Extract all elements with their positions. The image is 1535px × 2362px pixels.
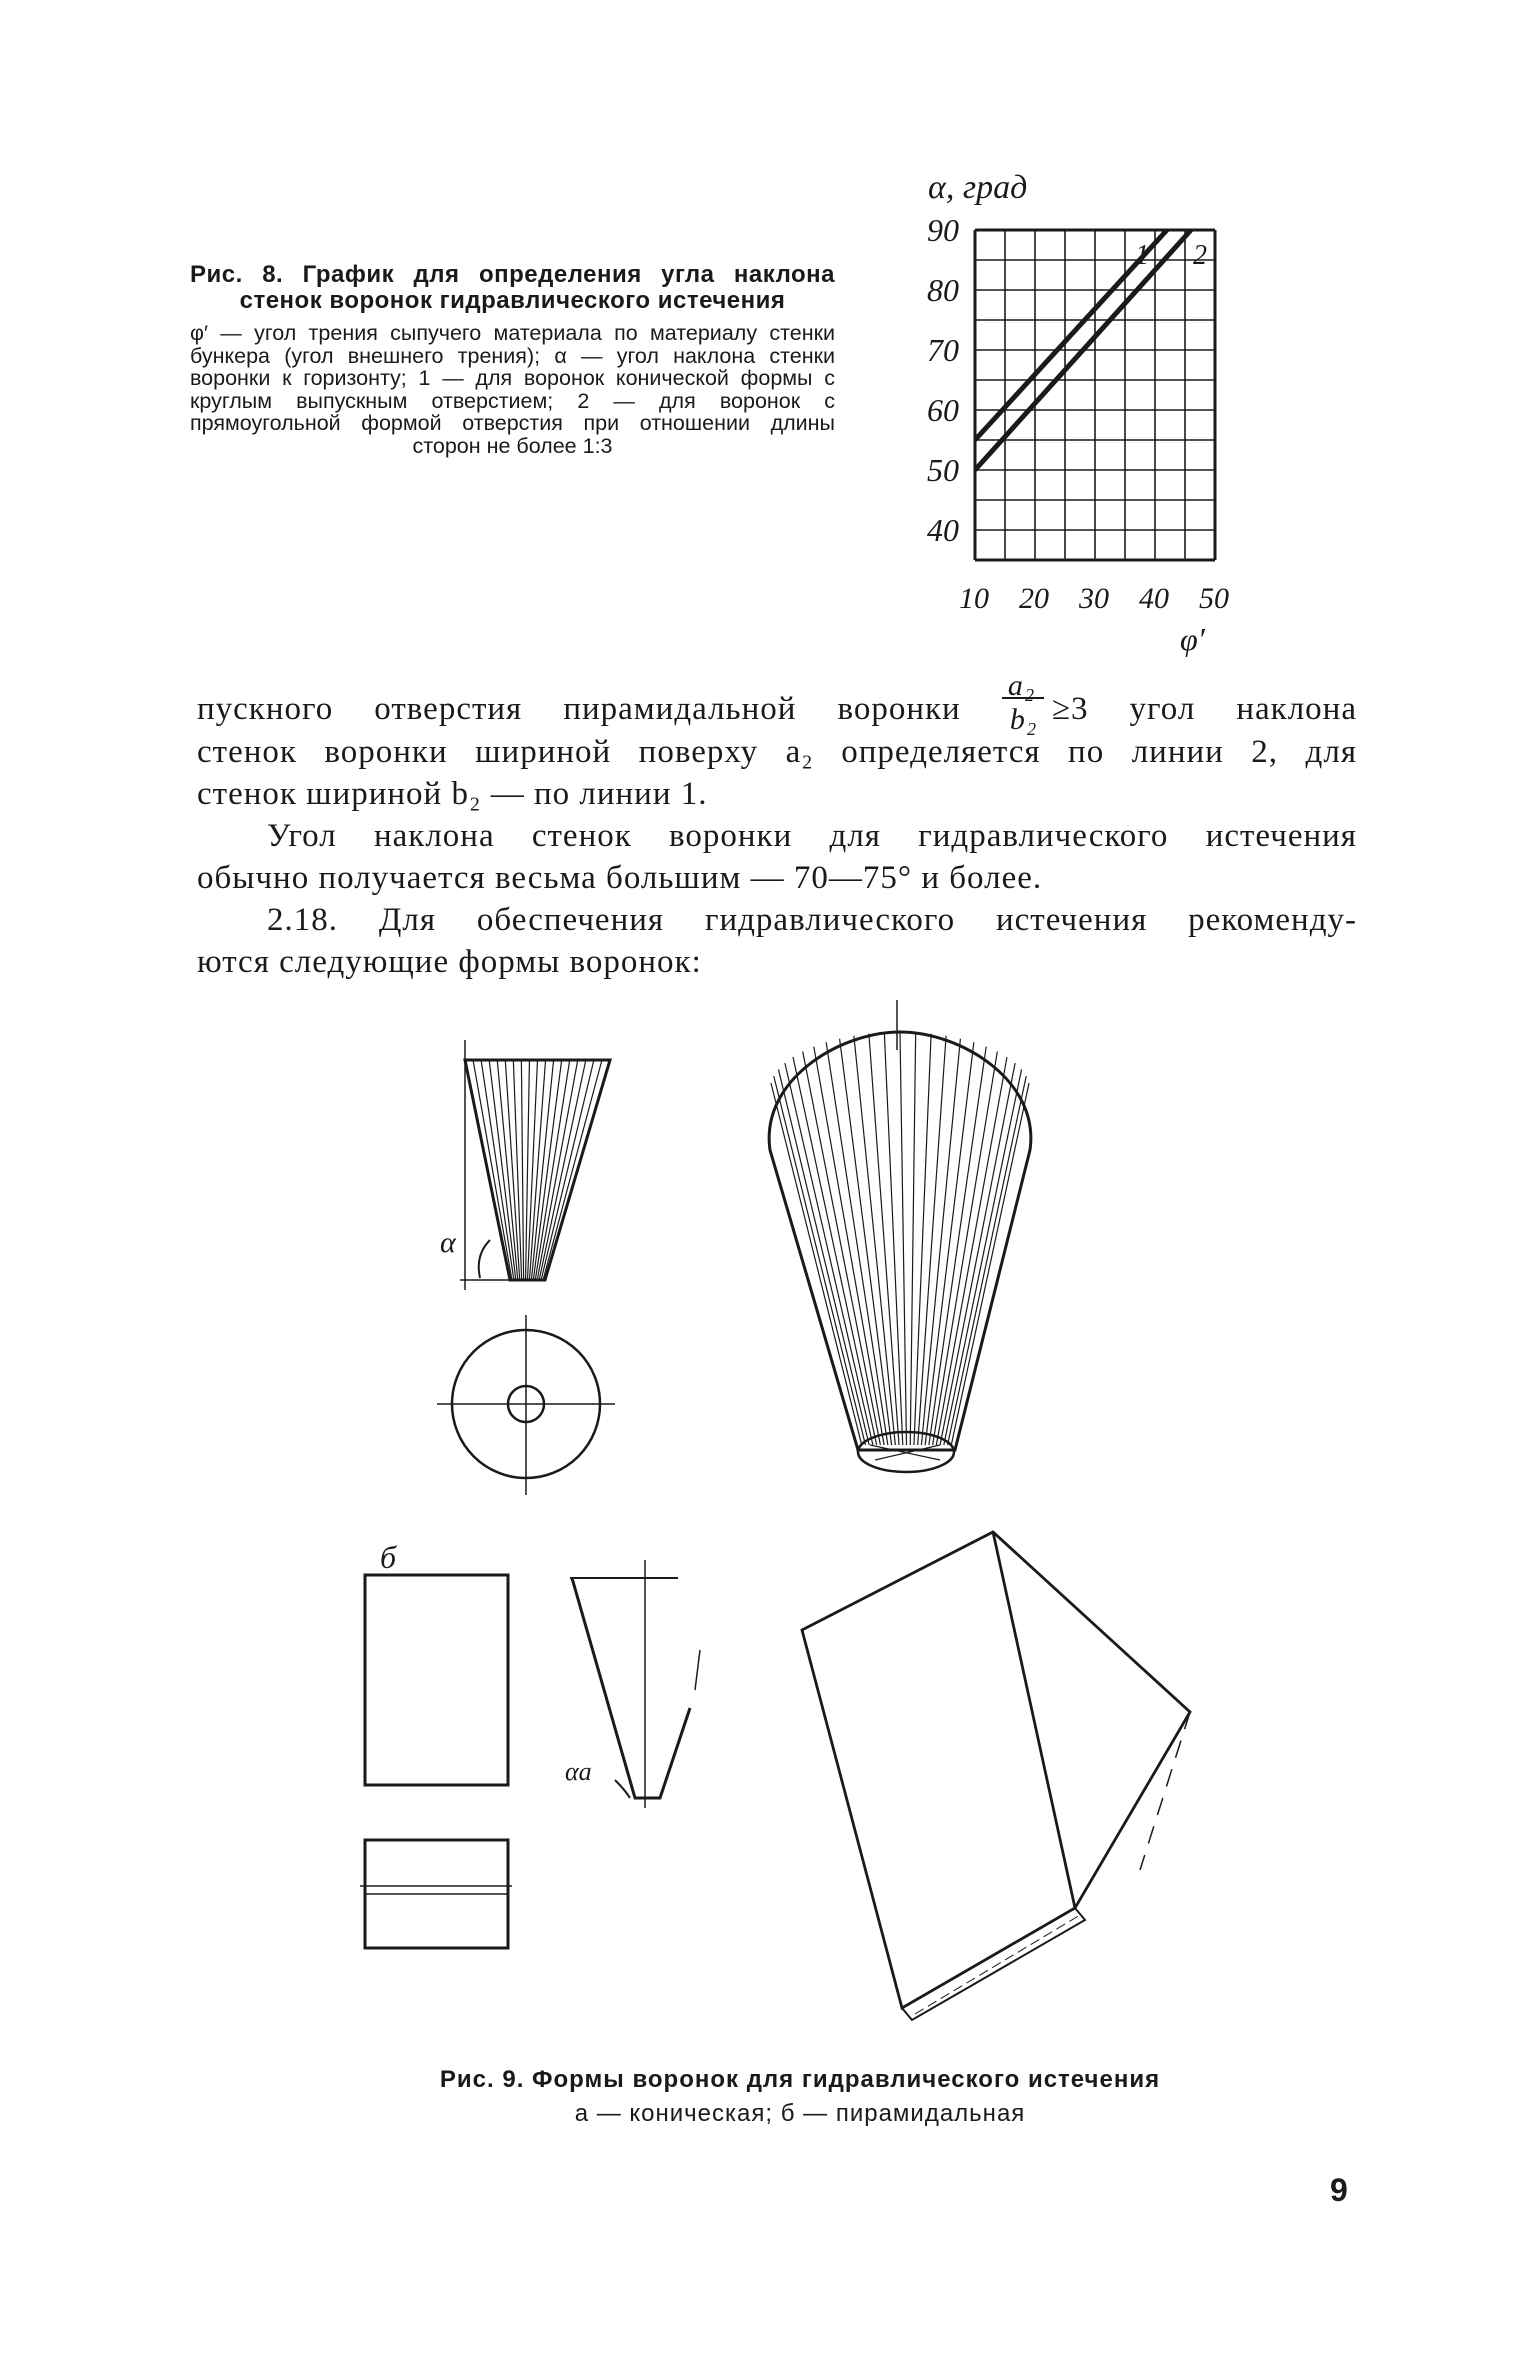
fraction-numerator: a₂ [1007, 669, 1036, 703]
y-tick-label: 90 [927, 212, 959, 248]
body-line-4: Угол наклона стенок воронки для гидравлического истечения [267, 818, 1357, 855]
hatch-line [933, 1052, 998, 1445]
fig8-chart [880, 160, 1240, 660]
hatch-line [900, 1032, 907, 1445]
hatch-line [465, 1060, 510, 1280]
conical-funnel-plan-view [437, 1315, 615, 1495]
hatch-line [531, 1060, 553, 1280]
chart-grid [975, 230, 1215, 560]
x-tick-label: 30 [1079, 582, 1109, 615]
chart-x-axis-label: φ′ [1180, 621, 1205, 657]
hatch-line [793, 1057, 877, 1445]
fraction-denominator: b₂ [1009, 703, 1038, 737]
fig9-svg [340, 990, 1340, 2040]
x-tick-label: 50 [1199, 582, 1229, 615]
hatch-line [521, 1060, 523, 1280]
pyramidal-funnel-3d-view [802, 1532, 1190, 2020]
y-tick-label: 70 [927, 332, 959, 368]
ratio-fraction [1002, 669, 1052, 737]
series-label-1: 1 [1135, 240, 1149, 271]
body-line-7: ются следующие формы воронок: [197, 944, 702, 981]
series-label-2: 2 [1193, 240, 1207, 271]
pyramidal-funnel-plan-view [360, 1840, 512, 1948]
hatch-line [803, 1052, 881, 1445]
hatch-line [929, 1047, 986, 1445]
fig8-caption [190, 262, 835, 457]
chart-ticks [927, 212, 1229, 615]
fig8-caption-text: φ′ — угол трения сыпучего материала по материалу стенки бункера (угол внешнего трения); α — угол наклона стенки воронки к горизонту; 1 — для воронок конической формы с круглым выпускным отверстием; 2 — для воронок с прямоугольной формой отверстия при отношении длины сторон не более 1:3 [190, 321, 835, 458]
fig9-caption-sub: а — коническая; б — пирамидальная [574, 2100, 1026, 2127]
body-text [197, 669, 1357, 983]
body-line-1b: ≥3 угол наклона [1051, 691, 1357, 727]
hatch-line [785, 1063, 873, 1445]
fig9-caption-title: Рис. 9. Формы воронок для гидравлического истечения [439, 2066, 1161, 2093]
hatch-line [545, 1060, 610, 1280]
x-tick-label: 20 [1019, 582, 1049, 615]
hatch-line [541, 1060, 594, 1280]
hatch-line [826, 1042, 888, 1445]
x-tick-label: 10 [959, 582, 989, 615]
hatch-line [814, 1047, 884, 1445]
body-line-1a: пускного отверстия пирамидальной воронки [197, 691, 961, 727]
y-tick-label: 40 [927, 512, 959, 548]
conical-funnel-front-view [460, 1040, 610, 1290]
chart-y-axis-label: α, град [928, 169, 1028, 206]
y-tick-label: 50 [927, 452, 959, 488]
alpha-a-label: αa [565, 1757, 592, 1786]
body-line-6: 2.18. Для обеспечения гидравлического истечения рекоменду- [267, 902, 1357, 939]
conical-funnel-3d-view [769, 1000, 1031, 1472]
fig8-caption-title: Рис. 8. График для определения угла наклона стенок воронок гидравлического истечения [190, 261, 835, 314]
x-tick-label: 40 [1139, 582, 1169, 615]
y-tick-label: 80 [927, 272, 959, 308]
hatch-line [921, 1039, 960, 1445]
hatch-line [854, 1036, 895, 1445]
hatch-line [948, 1076, 1027, 1445]
pyramidal-funnel-front-view [365, 1575, 508, 1785]
body-line-5: обычно получается весьма большим — 70—75° и более. [197, 860, 1043, 897]
body-line-3: стенок шириной b₂ — по линии 1. [197, 776, 708, 813]
hatch-line [543, 1060, 602, 1280]
fig8-chart-svg [880, 160, 1240, 660]
body-line-2: стенок воронки шириной поверху a₂ определяется по линии 2, для [197, 734, 1357, 771]
fig9-caption [300, 2066, 1300, 2128]
fig9-drawings [340, 990, 1340, 2040]
hatch-line [910, 1032, 915, 1445]
hatch-line [473, 1060, 512, 1280]
hatch-line [771, 1083, 862, 1445]
hatch-line [778, 1069, 869, 1445]
body-line-1 [197, 669, 1357, 737]
hatch-line [884, 1032, 902, 1445]
b-label: б [380, 1539, 397, 1575]
alpha-label: α [440, 1226, 456, 1259]
hatch-line [925, 1042, 974, 1445]
y-tick-label: 60 [927, 392, 959, 428]
page-number: 9 [1330, 2172, 1348, 2208]
